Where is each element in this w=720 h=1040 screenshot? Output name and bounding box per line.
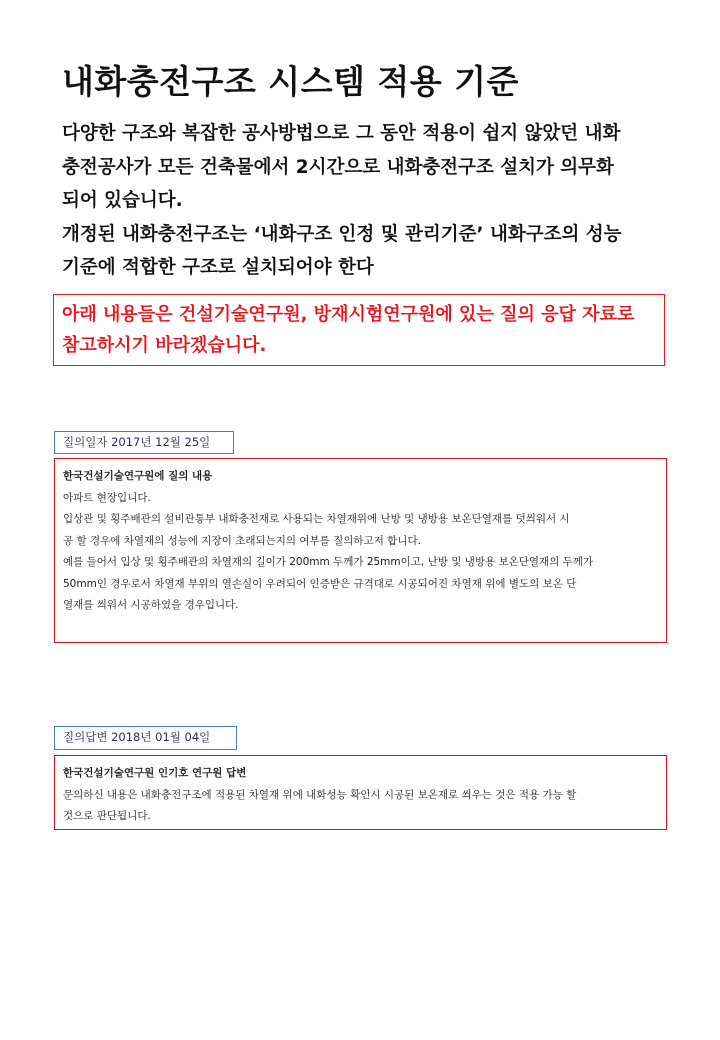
answer-box <box>54 755 667 830</box>
question-date-tag: 질의일자 2017년 12월 25일 <box>54 431 234 454</box>
intro-line: 개정된 내화충전구조는 ‘내화구조 인정 및 관리기준’ 내화구조의 성능 <box>62 223 622 245</box>
notice-line: 아래 내용들은 건설기술연구원, 방재시험연구원에 있는 질의 응답 자료로 <box>62 304 635 325</box>
intro-line: 충전공사가 모든 건축물에서 2시간으로 내화충전구조 설치가 의무화 <box>62 156 614 178</box>
question-line: 50mm인 경우로서 차열재 부위의 열손실이 우려되어 인증받은 규격대로 시공되어진 차열재 위에 별도의 보온 단 <box>63 577 577 590</box>
question-line: 아파트 현장입니다. <box>63 491 151 504</box>
notice-line: 참고하시기 바라겠습니다. <box>62 335 267 356</box>
question-line: 입상관 및 횡주배관의 설비관통부 내화충전재로 사용되는 차열재위에 난방 및 냉방용 보온단열재를 덧씌워서 시 <box>63 513 570 525</box>
notice-box <box>53 294 665 366</box>
question-line: 열재를 씌워서 시공하였을 경우입니다. <box>63 599 239 611</box>
answer-line: 것으로 판단됩니다. <box>63 810 151 822</box>
page-title: 내화충전구조 시스템 적용 기준 <box>62 62 519 101</box>
intro-line: 기준에 적합한 구조로 설치되어야 한다 <box>62 257 374 278</box>
answer-heading: 한국건설기술연구원 인기호 연구원 답변 <box>63 767 247 779</box>
intro-line: 다양한 구조와 복잡한 공사방법으로 그 동안 적용이 쉽지 않았던 내화 <box>62 123 621 144</box>
question-heading: 한국건설기술연구원에 질의 내용 <box>63 470 213 482</box>
intro-line: 되어 있습니다. <box>62 190 183 211</box>
question-line: 공 할 경우에 차열재의 성능에 지장이 초래되는지의 여부를 질의하고저 합니다. <box>63 534 421 547</box>
intro-paragraph <box>62 117 682 285</box>
answer-date-tag: 질의답변 2018년 01월 04일 <box>54 726 237 750</box>
answer-line: 문의하신 내용은 내화충전구조에 적용된 차열재 위에 내화성능 확인시 시공된 보온재로 씌우는 것은 적용 가능 할 <box>63 788 577 801</box>
question-line: 예를 들어서 입상 및 횡주배관의 차열재의 길이가 200mm 두께가 25mm이고, 난방 및 냉방용 보온단열재의 두께가 <box>63 556 594 568</box>
question-box <box>54 458 667 643</box>
